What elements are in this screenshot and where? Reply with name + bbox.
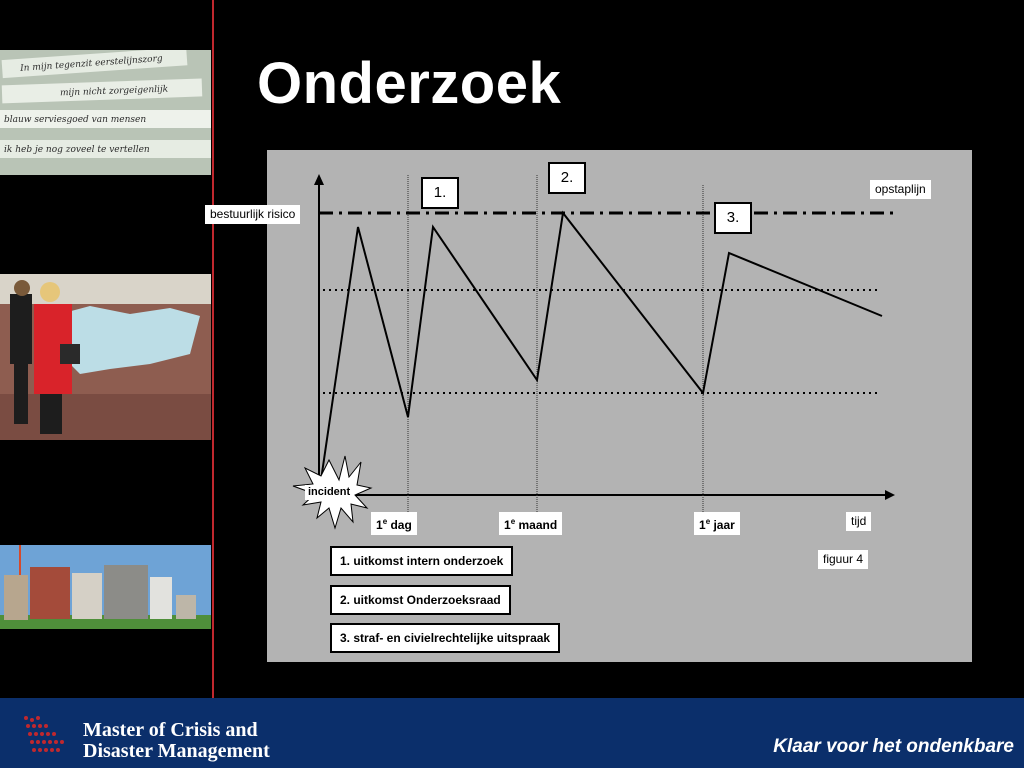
year-sup: e [705, 517, 711, 526]
risk-curve [321, 213, 882, 480]
month-suffix: maand [515, 518, 558, 532]
plaque-text-4: ik heb je nog zoveel te vertellen [4, 145, 150, 155]
footer-line-1: Master of Crisis and [83, 719, 258, 741]
marker-3: 3. [714, 202, 752, 234]
day-suffix: dag [387, 518, 412, 532]
time-label-day [371, 512, 417, 535]
vertical-red-rule [212, 0, 214, 698]
plaque-text-2: mijn nicht zorgeigenlijk [59, 84, 169, 99]
time-label-month [499, 512, 562, 535]
month-number: 1 [504, 518, 511, 532]
month-sup: e [510, 517, 516, 526]
x-axis-arrow [885, 490, 895, 500]
memorial-plaques-photo [0, 50, 211, 175]
memorial-plaques-image [0, 50, 211, 175]
plaque-text-1: In mijn tegenzit eerstelijnszorg [19, 53, 163, 74]
footer-tagline: Klaar voor het ondenkbare [773, 736, 1014, 757]
dotted-logo-icon [22, 714, 68, 758]
risk-label: bestuurlijk risico [205, 205, 300, 224]
day-sup: e [382, 517, 388, 526]
day-number: 1 [376, 518, 383, 532]
marker-1: 1. [421, 177, 459, 209]
year-number: 1 [699, 518, 706, 532]
diagram-panel [210, 150, 972, 662]
plaque-text-3: blauw serviesgoed van mensen [4, 115, 147, 125]
legend-item-3: 3. straf- en civielrechtelijke uitspraak [330, 623, 560, 653]
incident-label: incident [305, 485, 353, 500]
footer-line-2: Disaster Management [83, 740, 270, 762]
footer-program-name [83, 720, 270, 762]
y-axis-arrow [314, 174, 324, 185]
footer-bar [0, 698, 1024, 768]
year-suffix: jaar [710, 518, 735, 532]
street-memorial-image [0, 274, 211, 440]
buildings-image [0, 545, 211, 629]
time-label-tijd: tijd [846, 512, 871, 531]
legend-item-1: 1. uitkomst intern onderzoek [330, 546, 513, 576]
street-memorial-photo [0, 274, 211, 440]
slide-title: Onderzoek [257, 51, 562, 116]
buildings-photo [0, 545, 211, 629]
figure-label: figuur 4 [818, 550, 868, 569]
legend-item-2: 2. uitkomst Onderzoeksraad [330, 585, 511, 615]
time-label-year [694, 512, 740, 535]
opstaplijn-label: opstaplijn [870, 180, 931, 199]
marker-2: 2. [548, 162, 586, 194]
